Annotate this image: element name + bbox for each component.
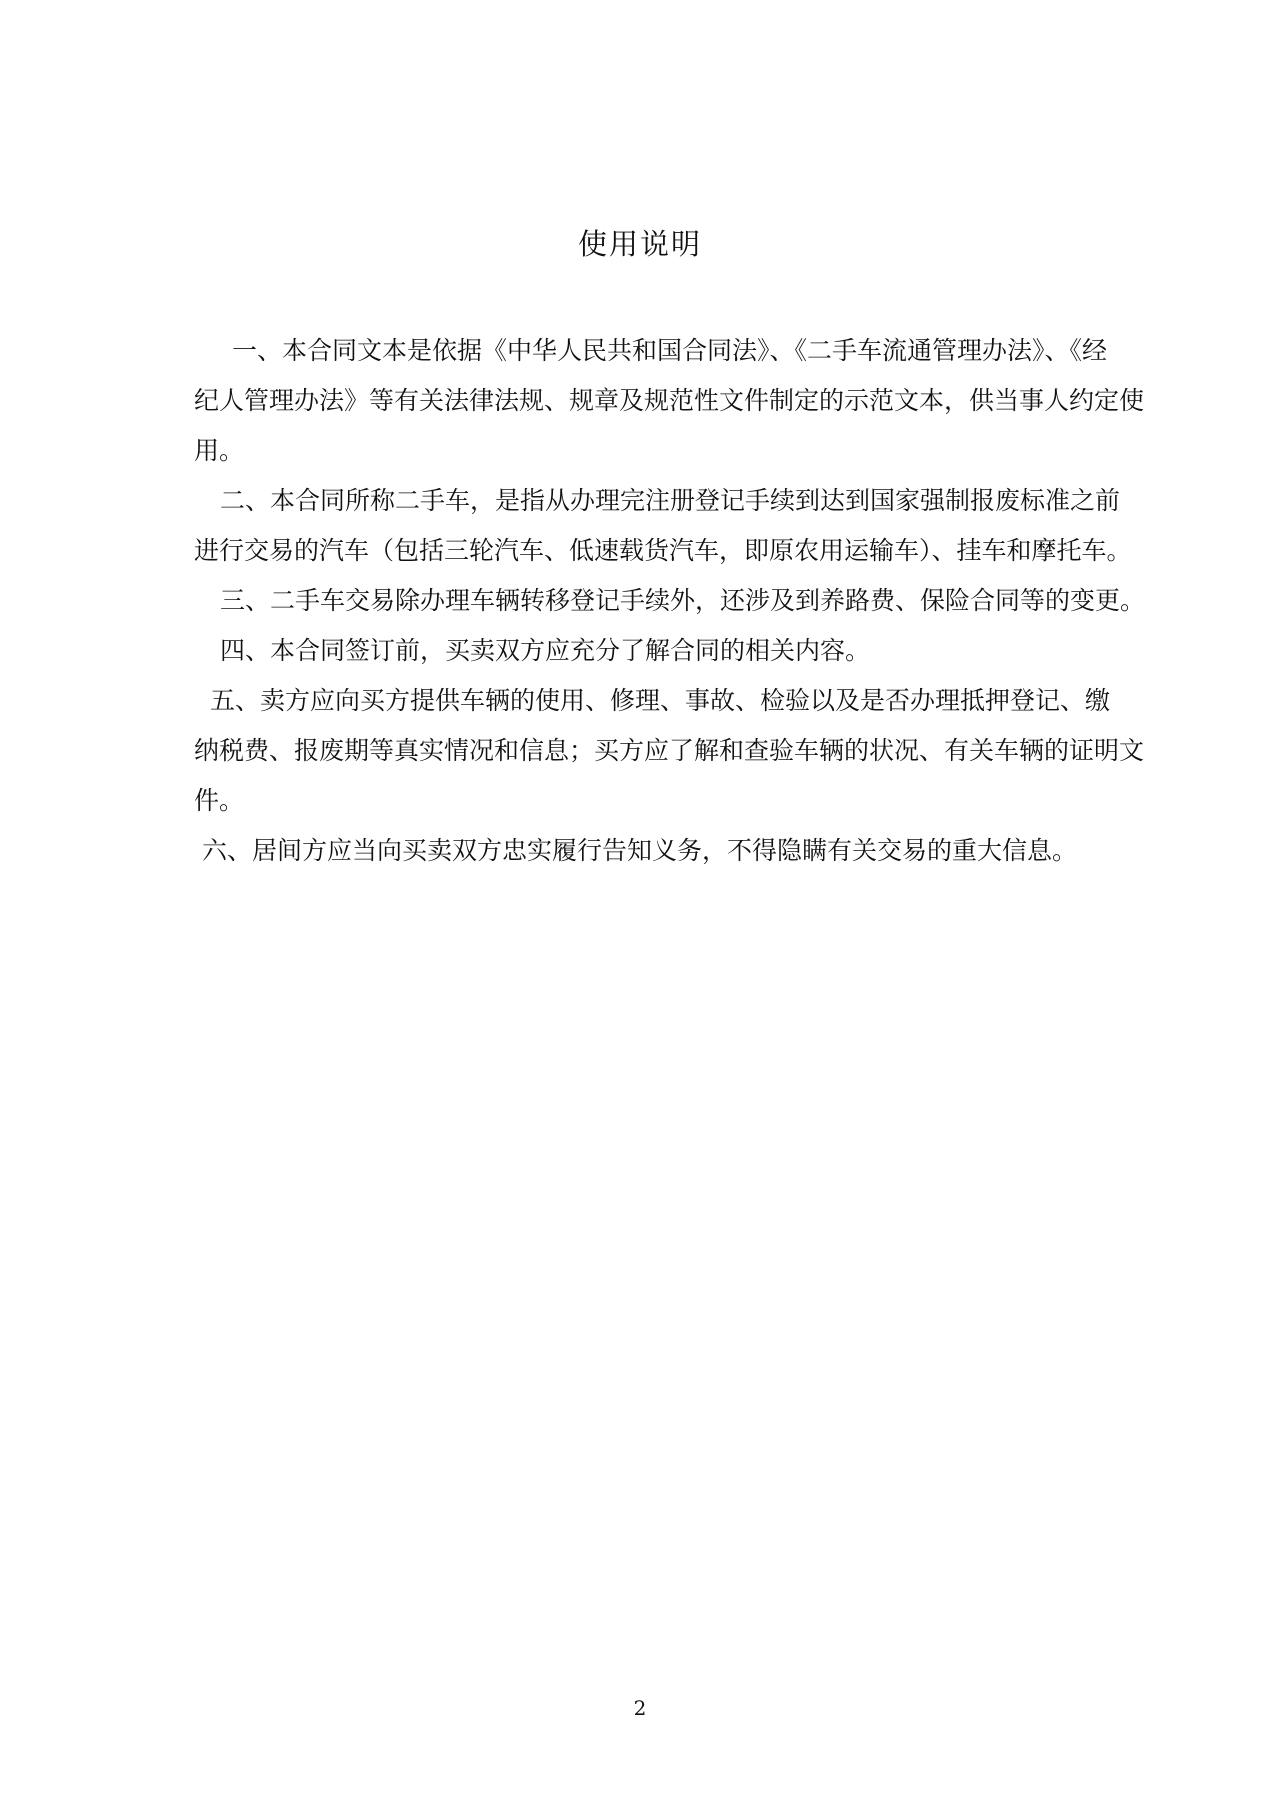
paragraph-6	[194, 826, 1094, 876]
text-line: 进行交易的汽车（包括三轮汽车、低速载货汽车，即原农用运输车）、挂车和摩托车。	[194, 536, 1132, 565]
page-number: 2	[633, 1696, 647, 1720]
text-line: 纳税费、报废期等真实情况和信息；买方应了解和查验车辆的状况、有关车辆的证明文	[194, 736, 1145, 765]
paragraph-5	[194, 676, 1145, 826]
paragraph-4	[194, 626, 1094, 676]
text-line: 五、卖方应向买方提供车辆的使用、修理、事故、检验以及是否办理抵押登记、缴	[210, 686, 1111, 715]
text-line: 六、居间方应当向买卖双方忠实履行告知义务，不得隐瞒有关交易的重大信息。	[202, 836, 1078, 865]
paragraph-3	[194, 576, 1146, 626]
paragraph-1	[194, 326, 1145, 476]
text-line: 纪人管理办法》等有关法律法规、规章及规范性文件制定的示范文本，供当事人约定使	[194, 386, 1145, 415]
paragraph-2	[194, 476, 1132, 576]
text-line: 三、二手车交易除办理车辆转移登记手续外，还涉及到养路费、保险合同等的变更。	[220, 586, 1146, 615]
document-body	[194, 326, 1146, 876]
text-line: 用。	[194, 436, 245, 465]
text-line: 二、本合同所称二手车，是指从办理完注册登记手续到达到国家强制报废标准之前	[220, 486, 1121, 515]
page-title: 使用说明	[577, 227, 702, 261]
text-line: 一、本合同文本是依据《中华人民共和国合同法》、《二手车流通管理办法》、《经	[232, 336, 1108, 365]
text-line: 四、本合同签订前，买卖双方应充分了解合同的相关内容。	[220, 636, 871, 665]
text-line: 件。	[194, 786, 245, 815]
